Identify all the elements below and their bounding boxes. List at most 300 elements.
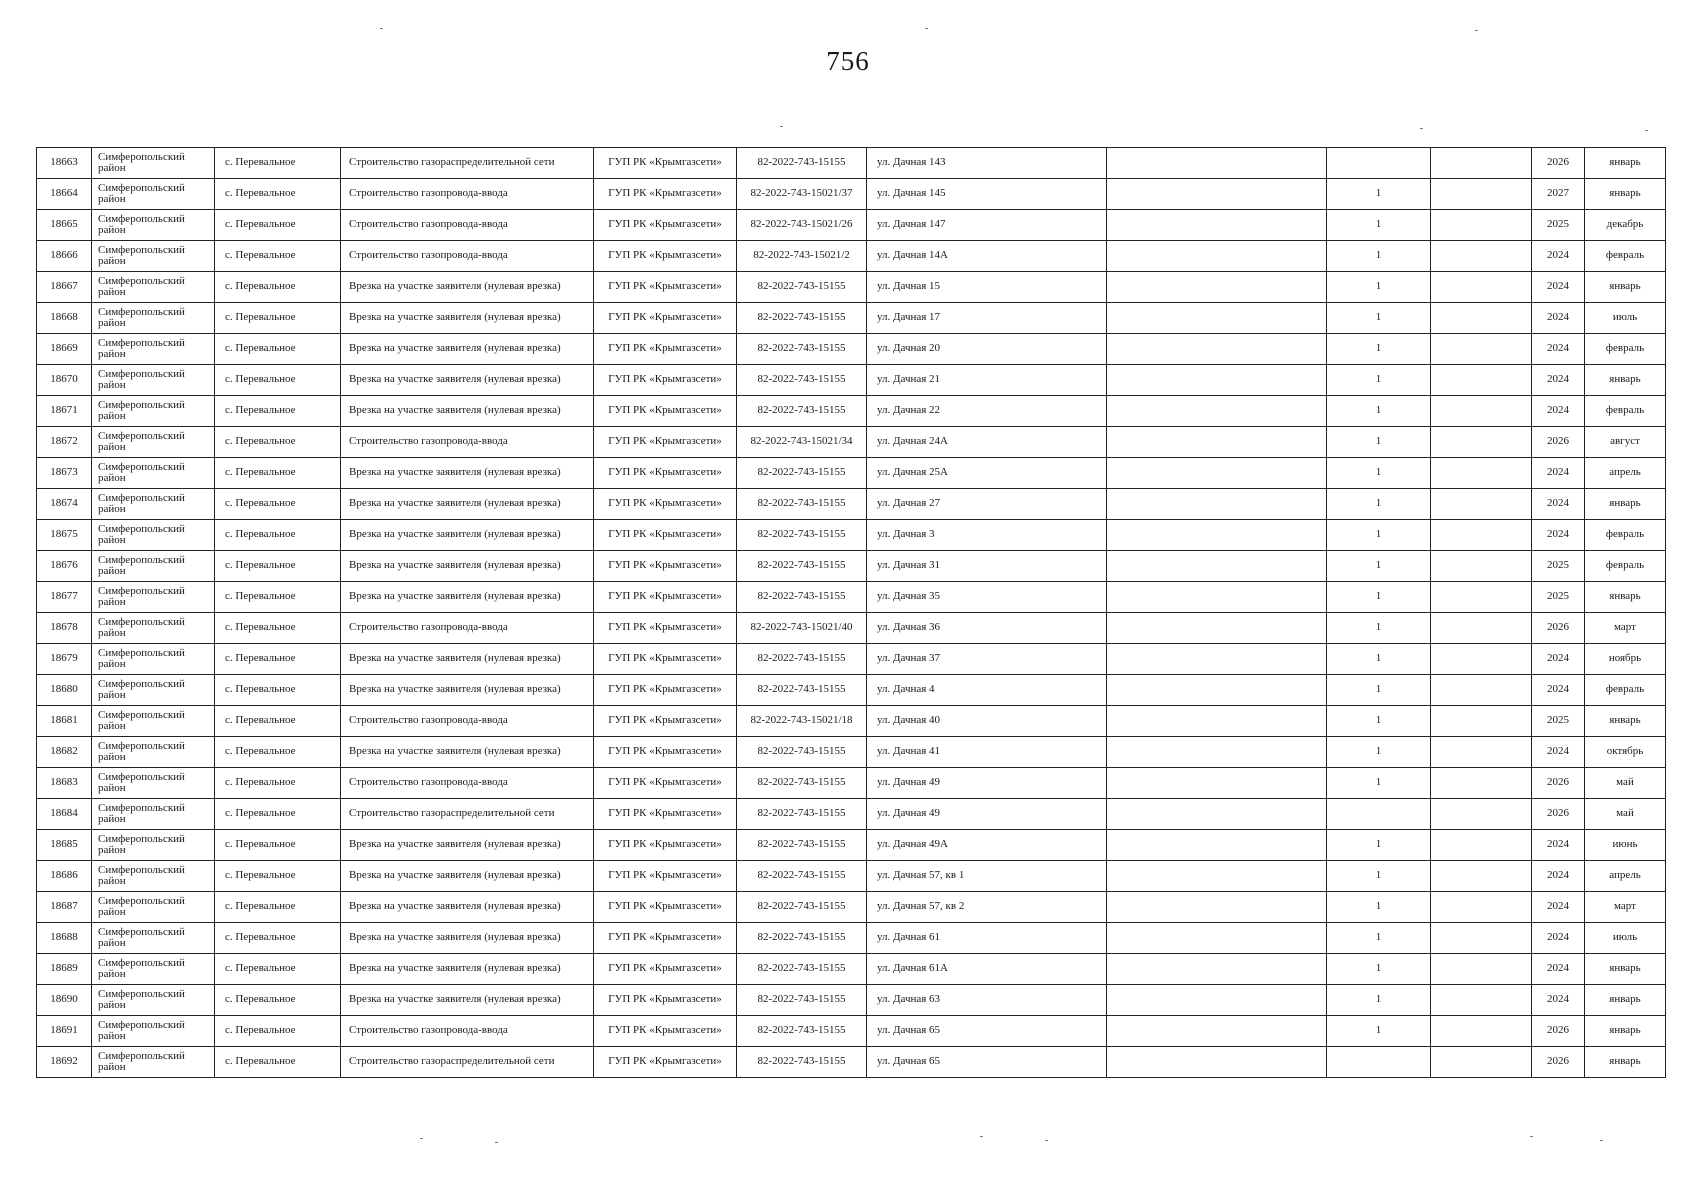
project-code-cell: 82-2022-743-15155 [737, 830, 867, 861]
empty-cell [1431, 985, 1532, 1016]
table-row [37, 427, 1666, 458]
work-type-cell: Строительство газопровода-ввода [341, 179, 594, 210]
empty-cell [1107, 861, 1327, 892]
quantity-cell [1327, 799, 1431, 830]
work-type-cell: Врезка на участке заявителя (нулевая врезка) [341, 675, 594, 706]
row-number: 18665 [37, 210, 92, 241]
empty-cell [1107, 892, 1327, 923]
address-cell: ул. Дачная 15 [867, 272, 1107, 303]
organization-cell: ГУП РК «Крымгазсети» [594, 861, 737, 892]
district-cell: Симферопольский район [92, 1047, 215, 1078]
empty-cell [1107, 1047, 1327, 1078]
empty-cell [1107, 334, 1327, 365]
address-cell: ул. Дачная 24А [867, 427, 1107, 458]
quantity-cell: 1 [1327, 489, 1431, 520]
address-cell: ул. Дачная 57, кв 1 [867, 861, 1107, 892]
empty-cell [1431, 272, 1532, 303]
organization-cell: ГУП РК «Крымгазсети» [594, 830, 737, 861]
table-row [37, 985, 1666, 1016]
work-type-cell: Строительство газопровода-ввода [341, 706, 594, 737]
work-type-cell: Врезка на участке заявителя (нулевая врезка) [341, 923, 594, 954]
empty-cell [1107, 520, 1327, 551]
table-row [37, 675, 1666, 706]
empty-cell [1431, 706, 1532, 737]
address-cell: ул. Дачная 63 [867, 985, 1107, 1016]
district-cell: Симферопольский район [92, 892, 215, 923]
month-cell: январь [1585, 985, 1666, 1016]
empty-cell [1107, 830, 1327, 861]
row-number: 18692 [37, 1047, 92, 1078]
table-row [37, 148, 1666, 179]
year-cell: 2026 [1532, 1047, 1585, 1078]
table-row [37, 923, 1666, 954]
address-cell: ул. Дачная 65 [867, 1016, 1107, 1047]
year-cell: 2026 [1532, 799, 1585, 830]
table-row [37, 1047, 1666, 1078]
month-cell: июнь [1585, 830, 1666, 861]
year-cell: 2024 [1532, 520, 1585, 551]
row-number: 18680 [37, 675, 92, 706]
empty-cell [1107, 148, 1327, 179]
quantity-cell: 1 [1327, 985, 1431, 1016]
settlement-cell: с. Перевальное [215, 613, 341, 644]
address-cell: ул. Дачная 49А [867, 830, 1107, 861]
row-number: 18685 [37, 830, 92, 861]
district-cell: Симферопольский район [92, 520, 215, 551]
district-cell: Симферопольский район [92, 458, 215, 489]
organization-cell: ГУП РК «Крымгазсети» [594, 1047, 737, 1078]
empty-cell [1431, 210, 1532, 241]
empty-cell [1107, 706, 1327, 737]
work-type-cell: Врезка на участке заявителя (нулевая врезка) [341, 396, 594, 427]
settlement-cell: с. Перевальное [215, 1047, 341, 1078]
project-code-cell: 82-2022-743-15021/26 [737, 210, 867, 241]
district-cell: Симферопольский район [92, 706, 215, 737]
year-cell: 2025 [1532, 551, 1585, 582]
address-cell: ул. Дачная 3 [867, 520, 1107, 551]
address-cell: ул. Дачная 25А [867, 458, 1107, 489]
organization-cell: ГУП РК «Крымгазсети» [594, 737, 737, 768]
registry-table [36, 147, 1666, 1078]
organization-cell: ГУП РК «Крымгазсети» [594, 179, 737, 210]
month-cell: январь [1585, 272, 1666, 303]
row-number: 18669 [37, 334, 92, 365]
work-type-cell: Строительство газопровода-ввода [341, 1016, 594, 1047]
quantity-cell: 1 [1327, 427, 1431, 458]
settlement-cell: с. Перевальное [215, 675, 341, 706]
empty-cell [1431, 830, 1532, 861]
month-cell: январь [1585, 1047, 1666, 1078]
empty-cell [1107, 985, 1327, 1016]
month-cell: январь [1585, 179, 1666, 210]
organization-cell: ГУП РК «Крымгазсети» [594, 644, 737, 675]
district-cell: Симферопольский район [92, 582, 215, 613]
project-code-cell: 82-2022-743-15155 [737, 768, 867, 799]
address-cell: ул. Дачная 41 [867, 737, 1107, 768]
project-code-cell: 82-2022-743-15155 [737, 272, 867, 303]
organization-cell: ГУП РК «Крымгазсети» [594, 210, 737, 241]
organization-cell: ГУП РК «Крымгазсети» [594, 365, 737, 396]
address-cell: ул. Дачная 40 [867, 706, 1107, 737]
row-number: 18677 [37, 582, 92, 613]
work-type-cell: Врезка на участке заявителя (нулевая врезка) [341, 551, 594, 582]
work-type-cell: Врезка на участке заявителя (нулевая врезка) [341, 582, 594, 613]
organization-cell: ГУП РК «Крымгазсети» [594, 520, 737, 551]
empty-cell [1107, 1016, 1327, 1047]
quantity-cell: 1 [1327, 1016, 1431, 1047]
table-row [37, 272, 1666, 303]
month-cell: январь [1585, 148, 1666, 179]
project-code-cell: 82-2022-743-15155 [737, 458, 867, 489]
quantity-cell [1327, 1047, 1431, 1078]
district-cell: Симферопольский район [92, 768, 215, 799]
work-type-cell: Врезка на участке заявителя (нулевая врезка) [341, 954, 594, 985]
quantity-cell: 1 [1327, 272, 1431, 303]
empty-cell [1431, 613, 1532, 644]
month-cell: июль [1585, 303, 1666, 334]
year-cell: 2024 [1532, 396, 1585, 427]
address-cell: ул. Дачная 17 [867, 303, 1107, 334]
settlement-cell: с. Перевальное [215, 148, 341, 179]
empty-cell [1107, 923, 1327, 954]
empty-cell [1431, 396, 1532, 427]
organization-cell: ГУП РК «Крымгазсети» [594, 148, 737, 179]
empty-cell [1107, 954, 1327, 985]
project-code-cell: 82-2022-743-15155 [737, 737, 867, 768]
organization-cell: ГУП РК «Крымгазсети» [594, 241, 737, 272]
settlement-cell: с. Перевальное [215, 985, 341, 1016]
organization-cell: ГУП РК «Крымгазсети» [594, 985, 737, 1016]
district-cell: Симферопольский район [92, 830, 215, 861]
table-row [37, 892, 1666, 923]
work-type-cell: Врезка на участке заявителя (нулевая врезка) [341, 365, 594, 396]
empty-cell [1431, 923, 1532, 954]
project-code-cell: 82-2022-743-15155 [737, 365, 867, 396]
year-cell: 2024 [1532, 458, 1585, 489]
district-cell: Симферопольский район [92, 799, 215, 830]
organization-cell: ГУП РК «Крымгазсети» [594, 613, 737, 644]
empty-cell [1431, 892, 1532, 923]
address-cell: ул. Дачная 49 [867, 768, 1107, 799]
settlement-cell: с. Перевальное [215, 830, 341, 861]
settlement-cell: с. Перевальное [215, 1016, 341, 1047]
empty-cell [1107, 458, 1327, 489]
row-number: 18688 [37, 923, 92, 954]
empty-cell [1431, 799, 1532, 830]
table-row [37, 954, 1666, 985]
empty-cell [1431, 427, 1532, 458]
row-number: 18673 [37, 458, 92, 489]
empty-cell [1431, 1016, 1532, 1047]
table-row [37, 582, 1666, 613]
quantity-cell: 1 [1327, 892, 1431, 923]
address-cell: ул. Дачная 14А [867, 241, 1107, 272]
month-cell: январь [1585, 1016, 1666, 1047]
month-cell: август [1585, 427, 1666, 458]
quantity-cell: 1 [1327, 396, 1431, 427]
year-cell: 2024 [1532, 923, 1585, 954]
quantity-cell: 1 [1327, 365, 1431, 396]
row-number: 18667 [37, 272, 92, 303]
district-cell: Симферопольский район [92, 954, 215, 985]
year-cell: 2026 [1532, 1016, 1585, 1047]
project-code-cell: 82-2022-743-15155 [737, 985, 867, 1016]
table-row [37, 365, 1666, 396]
empty-cell [1431, 241, 1532, 272]
project-code-cell: 82-2022-743-15155 [737, 520, 867, 551]
district-cell: Симферопольский район [92, 396, 215, 427]
year-cell: 2024 [1532, 954, 1585, 985]
month-cell: январь [1585, 582, 1666, 613]
quantity-cell: 1 [1327, 923, 1431, 954]
empty-cell [1107, 675, 1327, 706]
table-row [37, 830, 1666, 861]
table-row [37, 551, 1666, 582]
row-number: 18689 [37, 954, 92, 985]
district-cell: Симферопольский район [92, 303, 215, 334]
settlement-cell: с. Перевальное [215, 861, 341, 892]
empty-cell [1107, 396, 1327, 427]
year-cell: 2026 [1532, 148, 1585, 179]
district-cell: Симферопольский район [92, 427, 215, 458]
row-number: 18674 [37, 489, 92, 520]
year-cell: 2026 [1532, 768, 1585, 799]
address-cell: ул. Дачная 145 [867, 179, 1107, 210]
quantity-cell: 1 [1327, 644, 1431, 675]
work-type-cell: Строительство газопровода-ввода [341, 427, 594, 458]
address-cell: ул. Дачная 22 [867, 396, 1107, 427]
month-cell: декабрь [1585, 210, 1666, 241]
year-cell: 2024 [1532, 644, 1585, 675]
quantity-cell: 1 [1327, 954, 1431, 985]
empty-cell [1107, 241, 1327, 272]
empty-cell [1107, 303, 1327, 334]
quantity-cell: 1 [1327, 334, 1431, 365]
address-cell: ул. Дачная 31 [867, 551, 1107, 582]
organization-cell: ГУП РК «Крымгазсети» [594, 1016, 737, 1047]
project-code-cell: 82-2022-743-15155 [737, 861, 867, 892]
empty-cell [1431, 861, 1532, 892]
work-type-cell: Врезка на участке заявителя (нулевая врезка) [341, 272, 594, 303]
empty-cell [1431, 365, 1532, 396]
work-type-cell: Врезка на участке заявителя (нулевая врезка) [341, 334, 594, 365]
quantity-cell: 1 [1327, 210, 1431, 241]
project-code-cell: 82-2022-743-15155 [737, 892, 867, 923]
district-cell: Симферопольский район [92, 923, 215, 954]
table-row [37, 706, 1666, 737]
year-cell: 2024 [1532, 861, 1585, 892]
empty-cell [1431, 737, 1532, 768]
table-row [37, 737, 1666, 768]
month-cell: июль [1585, 923, 1666, 954]
quantity-cell: 1 [1327, 861, 1431, 892]
address-cell: ул. Дачная 143 [867, 148, 1107, 179]
empty-cell [1431, 334, 1532, 365]
year-cell: 2025 [1532, 582, 1585, 613]
project-code-cell: 82-2022-743-15021/40 [737, 613, 867, 644]
year-cell: 2024 [1532, 365, 1585, 396]
organization-cell: ГУП РК «Крымгазсети» [594, 582, 737, 613]
settlement-cell: с. Перевальное [215, 892, 341, 923]
quantity-cell: 1 [1327, 675, 1431, 706]
settlement-cell: с. Перевальное [215, 365, 341, 396]
work-type-cell: Строительство газопровода-ввода [341, 613, 594, 644]
year-cell: 2024 [1532, 334, 1585, 365]
empty-cell [1107, 489, 1327, 520]
work-type-cell: Строительство газораспределительной сети [341, 1047, 594, 1078]
organization-cell: ГУП РК «Крымгазсети» [594, 551, 737, 582]
empty-cell [1107, 179, 1327, 210]
district-cell: Симферопольский район [92, 861, 215, 892]
settlement-cell: с. Перевальное [215, 644, 341, 675]
project-code-cell: 82-2022-743-15155 [737, 1047, 867, 1078]
address-cell: ул. Дачная 36 [867, 613, 1107, 644]
settlement-cell: с. Перевальное [215, 706, 341, 737]
empty-cell [1107, 644, 1327, 675]
table-row [37, 179, 1666, 210]
work-type-cell: Врезка на участке заявителя (нулевая врезка) [341, 458, 594, 489]
organization-cell: ГУП РК «Крымгазсети» [594, 334, 737, 365]
organization-cell: ГУП РК «Крымгазсети» [594, 675, 737, 706]
table-row [37, 489, 1666, 520]
quantity-cell: 1 [1327, 737, 1431, 768]
row-number: 18668 [37, 303, 92, 334]
month-cell: апрель [1585, 458, 1666, 489]
table-row [37, 303, 1666, 334]
address-cell: ул. Дачная 4 [867, 675, 1107, 706]
empty-cell [1107, 210, 1327, 241]
settlement-cell: с. Перевальное [215, 799, 341, 830]
district-cell: Симферопольский район [92, 644, 215, 675]
table-row [37, 520, 1666, 551]
row-number: 18684 [37, 799, 92, 830]
project-code-cell: 82-2022-743-15155 [737, 923, 867, 954]
month-cell: февраль [1585, 396, 1666, 427]
empty-cell [1107, 768, 1327, 799]
table-row [37, 396, 1666, 427]
table-row [37, 1016, 1666, 1047]
quantity-cell: 1 [1327, 179, 1431, 210]
quantity-cell: 1 [1327, 458, 1431, 489]
empty-cell [1431, 520, 1532, 551]
empty-cell [1431, 582, 1532, 613]
row-number: 18670 [37, 365, 92, 396]
quantity-cell: 1 [1327, 520, 1431, 551]
settlement-cell: с. Перевальное [215, 489, 341, 520]
work-type-cell: Врезка на участке заявителя (нулевая врезка) [341, 644, 594, 675]
organization-cell: ГУП РК «Крымгазсети» [594, 458, 737, 489]
address-cell: ул. Дачная 61 [867, 923, 1107, 954]
organization-cell: ГУП РК «Крымгазсети» [594, 923, 737, 954]
quantity-cell: 1 [1327, 551, 1431, 582]
organization-cell: ГУП РК «Крымгазсети» [594, 427, 737, 458]
row-number: 18664 [37, 179, 92, 210]
month-cell: январь [1585, 489, 1666, 520]
empty-cell [1431, 1047, 1532, 1078]
row-number: 18672 [37, 427, 92, 458]
year-cell: 2024 [1532, 241, 1585, 272]
year-cell: 2026 [1532, 427, 1585, 458]
organization-cell: ГУП РК «Крымгазсети» [594, 706, 737, 737]
row-number: 18682 [37, 737, 92, 768]
district-cell: Симферопольский район [92, 272, 215, 303]
organization-cell: ГУП РК «Крымгазсети» [594, 768, 737, 799]
row-number: 18681 [37, 706, 92, 737]
project-code-cell: 82-2022-743-15155 [737, 489, 867, 520]
month-cell: март [1585, 613, 1666, 644]
year-cell: 2024 [1532, 830, 1585, 861]
registry-table-container [36, 147, 1665, 1078]
row-number: 18683 [37, 768, 92, 799]
month-cell: январь [1585, 954, 1666, 985]
empty-cell [1107, 365, 1327, 396]
empty-cell [1431, 675, 1532, 706]
quantity-cell: 1 [1327, 768, 1431, 799]
project-code-cell: 82-2022-743-15155 [737, 954, 867, 985]
district-cell: Симферопольский район [92, 675, 215, 706]
page-number: 756 [826, 46, 870, 76]
settlement-cell: с. Перевальное [215, 954, 341, 985]
settlement-cell: с. Перевальное [215, 210, 341, 241]
work-type-cell: Строительство газораспределительной сети [341, 799, 594, 830]
district-cell: Симферопольский район [92, 334, 215, 365]
project-code-cell: 82-2022-743-15155 [737, 644, 867, 675]
empty-cell [1107, 799, 1327, 830]
year-cell: 2024 [1532, 737, 1585, 768]
address-cell: ул. Дачная 20 [867, 334, 1107, 365]
month-cell: февраль [1585, 241, 1666, 272]
district-cell: Симферопольский район [92, 1016, 215, 1047]
project-code-cell: 82-2022-743-15155 [737, 334, 867, 365]
empty-cell [1431, 148, 1532, 179]
district-cell: Симферопольский район [92, 551, 215, 582]
empty-cell [1431, 768, 1532, 799]
table-row [37, 799, 1666, 830]
address-cell: ул. Дачная 57, кв 2 [867, 892, 1107, 923]
project-code-cell: 82-2022-743-15021/34 [737, 427, 867, 458]
row-number: 18671 [37, 396, 92, 427]
quantity-cell: 1 [1327, 582, 1431, 613]
project-code-cell: 82-2022-743-15155 [737, 1016, 867, 1047]
month-cell: апрель [1585, 861, 1666, 892]
organization-cell: ГУП РК «Крымгазсети» [594, 489, 737, 520]
row-number: 18675 [37, 520, 92, 551]
table-row [37, 241, 1666, 272]
work-type-cell: Строительство газопровода-ввода [341, 210, 594, 241]
settlement-cell: с. Перевальное [215, 396, 341, 427]
registry-table-body [37, 148, 1666, 1078]
empty-cell [1431, 303, 1532, 334]
project-code-cell: 82-2022-743-15155 [737, 396, 867, 427]
district-cell: Симферопольский район [92, 365, 215, 396]
empty-cell [1107, 582, 1327, 613]
project-code-cell: 82-2022-743-15155 [737, 582, 867, 613]
table-row [37, 210, 1666, 241]
month-cell: январь [1585, 365, 1666, 396]
empty-cell [1431, 458, 1532, 489]
address-cell: ул. Дачная 21 [867, 365, 1107, 396]
district-cell: Симферопольский район [92, 179, 215, 210]
district-cell: Симферопольский район [92, 985, 215, 1016]
district-cell: Симферопольский район [92, 613, 215, 644]
month-cell: май [1585, 799, 1666, 830]
empty-cell [1107, 613, 1327, 644]
settlement-cell: с. Перевальное [215, 520, 341, 551]
month-cell: февраль [1585, 334, 1666, 365]
district-cell: Симферопольский район [92, 148, 215, 179]
work-type-cell: Врезка на участке заявителя (нулевая врезка) [341, 489, 594, 520]
table-row [37, 458, 1666, 489]
